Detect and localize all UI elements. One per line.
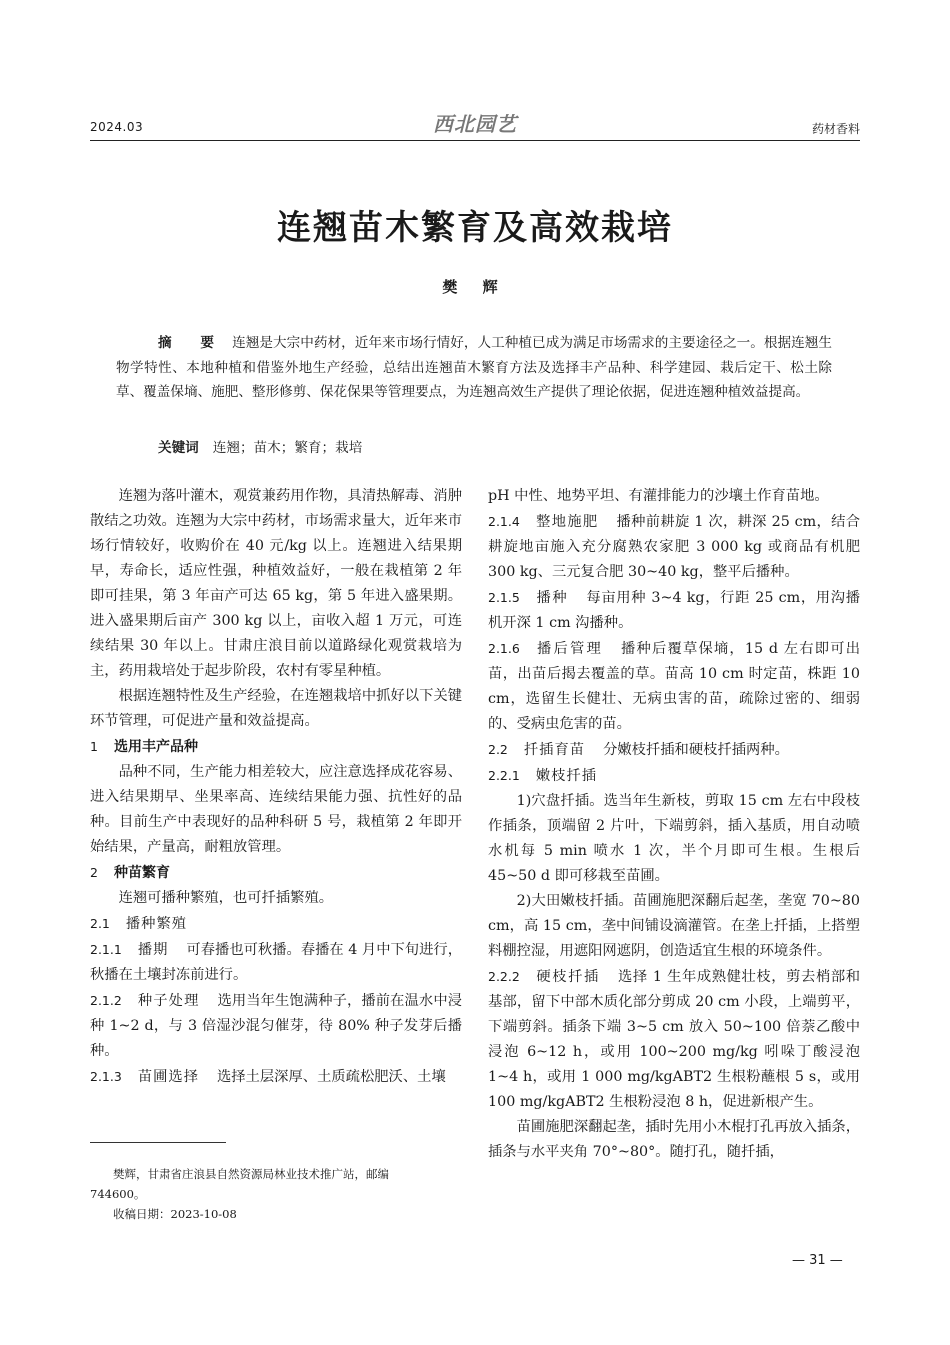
paragraph: 2)大田嫩枝扦插。苗圃施肥深翻后起垄，垄宽 70~80 cm，高 15 cm，垄中间铺设滴灌管。在垄上扦插，上搭塑料棚控湿，用遮阳网遮阴，创造适宜生根的环境条件。 bbox=[488, 893, 860, 959]
subsection-title: 扦插育苗 bbox=[523, 742, 586, 758]
subsection-title: 播种繁殖 bbox=[125, 916, 188, 932]
subsection-number: 2.1 bbox=[90, 916, 110, 931]
subsection-heading bbox=[90, 911, 462, 937]
subsection-text: 播种后覆草保墒，15 d 左右即可出苗，出苗后揭去覆盖的草。苗高 10 cm 时定苗，株距 10 cm，选留生长健壮、无病虫害的苗，疏除过密的、细弱的、受病虫危害的苗。 bbox=[488, 641, 861, 732]
footnote-received-date: 收稿日期：2023-10-08 bbox=[113, 1207, 237, 1221]
subsection-number: 2.1.6 bbox=[488, 641, 520, 656]
subsection-text: 可春播也可秋播。春播在 4 月中下旬进行，秋播在土壤封冻前进行。 bbox=[90, 942, 463, 983]
issue-date: 2024.03 bbox=[90, 120, 144, 134]
subsection bbox=[488, 964, 860, 1115]
paragraph: 品种不同，生产能力相差较大，应注意选择成花容易、进入结果期早、坐果率高、连续结果能力强、抗性好的品种。目前生产中表现好的品种科研 5 号，栽植第 2 年即开始结果，产量高，耐粗放管理。 bbox=[90, 764, 462, 855]
paragraph-continued: pH 中性、地势平坦、有灌排能力的沙壤土作育苗地。 bbox=[488, 488, 829, 504]
section-heading bbox=[90, 734, 462, 760]
subsection bbox=[90, 937, 462, 988]
subsection-text: 选择 1 生年成熟健壮枝，剪去梢部和基部，留下中部木质化部分剪成 20 cm 小段，上端剪平，下端剪斜。插条下端 3~5 cm 放入 50~100 倍萘乙酸中浸泡 6~12 h，或用 100~200 mg/kg 吲哚丁酸浸泡 1~4 h，或用 1 000 mg/kgABT2 生根粉蘸根 5 s，或用 100 mg/kgABT2 生根粉浸泡 8 h，促进新根产生。 bbox=[488, 969, 861, 1110]
footnote bbox=[90, 1164, 462, 1224]
subsection bbox=[488, 737, 860, 763]
subsection-number: 2.2.2 bbox=[488, 969, 520, 984]
section-number: 2 bbox=[90, 865, 98, 880]
page-header bbox=[90, 108, 860, 138]
footnote-rule bbox=[90, 1142, 226, 1143]
subsection-number: 2.1.4 bbox=[488, 514, 520, 529]
keywords-text: 连翘；苗木；繁育；栽培 bbox=[212, 440, 363, 456]
subsection bbox=[90, 988, 462, 1064]
subsection-heading bbox=[488, 763, 860, 789]
subsection-title: 播后管理 bbox=[535, 641, 603, 657]
header-rule bbox=[90, 140, 860, 141]
subsection bbox=[488, 585, 860, 636]
section-title: 选用丰产品种 bbox=[113, 739, 198, 755]
subsection-number: 2.1.1 bbox=[90, 942, 122, 957]
subsection bbox=[488, 509, 860, 585]
paragraph: 根据连翘特性及生产经验，在连翘栽培中抓好以下关键环节管理，可促进产量和效益提高。 bbox=[90, 688, 462, 729]
subsection-number: 2.1.3 bbox=[90, 1069, 122, 1084]
abstract-label: 摘 要 bbox=[158, 335, 227, 351]
subsection-text: 选择土层深厚、土质疏松肥沃、土壤 bbox=[217, 1069, 446, 1085]
footnote-author: 樊辉，甘肃省庄浪县自然资源局林业技术推广站，邮编 bbox=[113, 1167, 389, 1181]
right-column bbox=[488, 484, 860, 1165]
column-name: 药材香料 bbox=[811, 122, 860, 136]
abstract bbox=[116, 331, 832, 405]
section-title: 种苗繁育 bbox=[113, 865, 170, 881]
subsection-title: 整地施肥 bbox=[535, 514, 599, 530]
author-name: 樊 辉 bbox=[442, 278, 508, 296]
article-title: 连翘苗木繁育及高效栽培 bbox=[277, 208, 673, 248]
subsection-number: 2.1.2 bbox=[90, 993, 122, 1008]
keywords bbox=[158, 436, 362, 456]
subsection-text: 播种前耕旋 1 次，耕深 25 cm，结合耕旋地亩施入充分腐熟农家肥 3 000 kg 或商品有机肥 300 kg、三元复合肥 30~40 kg，整平后播种。 bbox=[488, 514, 861, 580]
abstract-text: 连翘是大宗中药材，近年来市场行情好，人工种植已成为满足市场需求的主要途径之一。根据连翘生物学特性、本地种植和借鉴外地生产经验，总结出连翘苗木繁育方法及选择丰产品种、科学建园、栽后定干、松土除草、覆盖保墒、施肥、整形修剪、保花保果等管理要点，为连翘高效生产提供了理论依据，促进连翘种植效益提高。 bbox=[116, 335, 833, 400]
subsection-number: 2.2 bbox=[488, 742, 508, 757]
subsection bbox=[90, 1064, 462, 1090]
subsection-title: 种子处理 bbox=[137, 993, 200, 1009]
subsection-number: 2.1.5 bbox=[488, 590, 520, 605]
subsection-title: 播期 bbox=[137, 942, 169, 958]
left-column bbox=[90, 484, 462, 1090]
page-number: — 31 — bbox=[792, 1253, 843, 1268]
paragraph: 连翘为落叶灌木，观赏兼药用作物，具清热解毒、消肿散结之功效。连翘为大宗中药材，市场需求量大，近年来市场行情较好，收购价在 40 元/kg 以上。连翘进入结果期早，寿命长，适应性强，种植效益好，一般在栽植第 2 年即可挂果，第 3 年亩产可达 65 kg，第 5 年进入盛果期。进入盛果期后亩产 300 kg 以上，亩收入超 1 万元，可连续结果 30 年以上。甘肃庄浪目前以道路绿化观赏栽培为主，药用栽培处于起步阶段，农村有零星种植。 bbox=[90, 488, 462, 679]
subsection-title: 嫩枝扦插 bbox=[535, 768, 597, 784]
section-heading bbox=[90, 860, 462, 886]
subsection bbox=[488, 636, 860, 737]
journal-logo: 西北园艺 bbox=[433, 112, 517, 136]
paragraph: 苗圃施肥深翻起垄，插时先用小木棍打孔再放入插条，插条与水平夹角 70°~80°。随打孔，随扦插， bbox=[488, 1119, 860, 1160]
subsection-title: 播种 bbox=[535, 590, 569, 606]
subsection-text: 选用当年生饱满种子，播前在温水中浸种 1~2 d，与 3 倍湿沙混匀催芽，待 80% 种子发芽后播种。 bbox=[90, 993, 463, 1059]
section-number: 1 bbox=[90, 739, 98, 754]
keywords-label: 关键词 bbox=[158, 440, 199, 456]
paragraph: 连翘可播种繁殖，也可扦插繁殖。 bbox=[118, 890, 334, 906]
subsection-text: 分嫩枝扦插和硬枝扦插两种。 bbox=[603, 742, 789, 758]
paragraph: 1)穴盘扦插。选当年生新枝，剪取 15 cm 左右中段枝作插条，顶端留 2 片叶，下端剪斜，插入基质，用自动喷水机每 5 min 喷水 1 次，半个月即可生根。生根后 45~50 d 即可移栽至苗圃。 bbox=[488, 793, 860, 884]
subsection-title: 苗圃选择 bbox=[137, 1069, 199, 1085]
subsection-number: 2.2.1 bbox=[488, 768, 520, 783]
subsection-title: 硬枝扦插 bbox=[535, 969, 600, 985]
footnote-postcode: 744600。 bbox=[90, 1187, 146, 1201]
subsection-text: 每亩用种 3~4 kg，行距 25 cm，用沟播机开深 1 cm 沟播种。 bbox=[488, 590, 861, 631]
